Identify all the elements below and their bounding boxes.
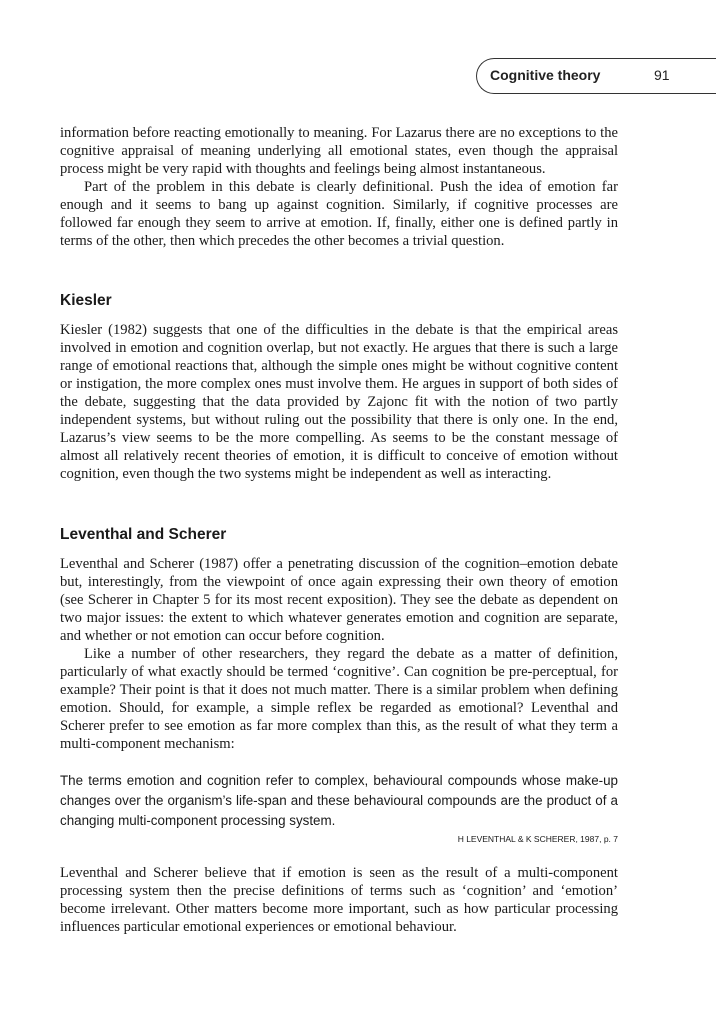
kiesler-paragraph: Kiesler (1982) suggests that one of the difficulties in the debate is that the empirical areas involved in emotion and cognition overlap, but not exactly. He argues that there is such a large range of emotional reactions that, although the simple ones might be without cognitive content or instigation, the more complex ones must involve them. He argues in support of both sides of the debate, suggesting that the data provided by Zajonc fit with the notion of two partly independent systems, but without ruling out the possibility that there is only one. In the end, Lazarus’s view seems to be the more compelling. As seems to be the constant message of almost all relatively recent theories of emotion, it is difficult to conceive of emotion without cognition, even though the two systems might be independent as well as interacting. [60,322,618,482]
block-quote: The terms emotion and cognition refer to complex, behavioural compounds whose make-up changes over the organism’s life-span and these behavioural compounds are the product of a changing multi-component processing system. [60,773,618,828]
intro-paragraph-2: Part of the problem in this debate is clearly definitional. Push the idea of emotion far enough and it seems to bang up against cognition. Similarly, if cognitive processes are followed far enough they seem to arrive at emotion. If, finally, either one is defined partly in terms of the other, then which precedes the other becomes a trivial question. [60,179,618,249]
running-header-title: Cognitive theory [490,67,601,83]
quote-citation: H LEVENTHAL & K SCHERER, 1987, p. 7 [457,834,618,844]
page-number: 91 [654,67,670,83]
page-body [60,124,618,936]
section-heading-leventhal-scherer: Leventhal and Scherer [60,526,227,543]
leventhal-paragraph-3: Leventhal and Scherer believe that if emotion is seen as the result of a multi-component processing system then the precise definitions of terms such as ‘cognition’ and ‘emotion’ become irrelevant. Other matters become more important, such as how particular processing influences particular emotional experiences or emotional behaviour. [60,865,618,935]
intro-paragraph-1: information before reacting emotionally to meaning. For Lazarus there are no exceptions to the cognitive appraisal of meaning underlying all emotional states, even though the appraisal process might be very rapid with thoughts and feelings being almost instantaneous. [60,125,618,177]
leventhal-paragraph-2: Like a number of other researchers, they regard the debate as a matter of definition, particularly of what exactly should be termed ‘cognitive’. Can cognition be pre-perceptual, for example? Their point is that it does not much matter. There is a similar problem when defining emotion. Should, for example, a simple reflex be regarded as emotional? Leventhal and Scherer prefer to see emotion as far more complex than this, as the result of what they term a multi-component mechanism: [60,646,618,752]
leventhal-paragraph-1: Leventhal and Scherer (1987) offer a penetrating discussion of the cognition–emotion debate but, interestingly, from the viewpoint of once again expressing their own theory of emotion (see Scherer in Chapter 5 for its most recent exposition). They see the debate as dependent on two major issues: the extent to which whatever generates emotion and cognition are separate, and whether or not emotion can occur before cognition. [60,556,618,644]
section-heading-kiesler: Kiesler [60,292,112,309]
